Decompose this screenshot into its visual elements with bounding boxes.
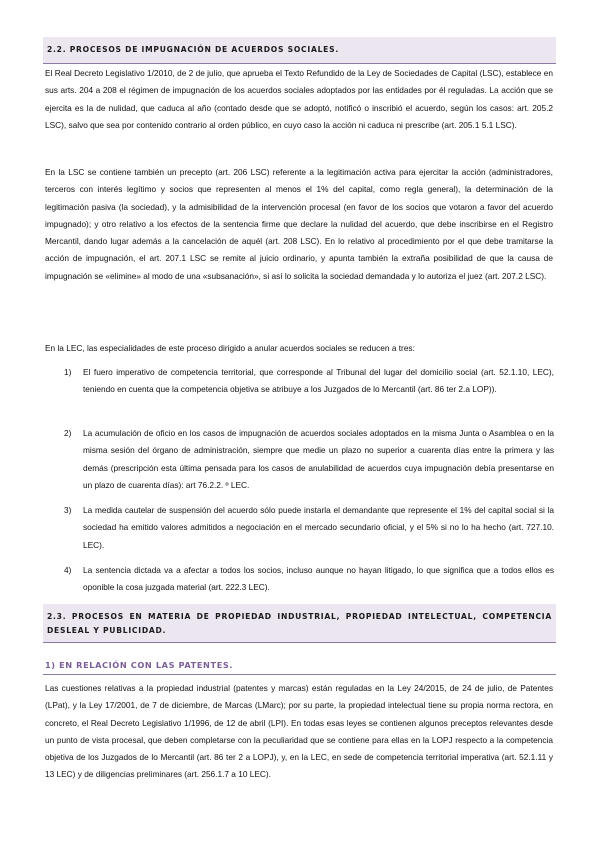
list-item-number: 2): [64, 428, 72, 438]
list-item-text: La sentencia dictada va a afectar a todos los socios, incluso aunque no hayan litigado, lo que significa que a todos ellos es oponible la cosa juzgada material (art. 222.3 LEC).: [83, 565, 554, 593]
paragraph-lec-intro: En la LEC, las especialidades de este proceso dirigido a anular acuerdos sociales se reducen a tres:: [45, 343, 415, 353]
subheading-patentes: [43, 654, 556, 675]
list-item-number: 4): [64, 565, 72, 575]
section-heading-2-3: [43, 604, 556, 643]
list-item-text: El fuero imperativo de competencia territorial, que corresponde al Tribunal del lugar del domicilio social (art. 52.1.10, LEC), teniendo en cuenta que la competencia objetiva se atribuye a los Juzgados de lo Mercantil (art. 86 ter 2.a LOP)).: [83, 367, 554, 395]
section-heading-2-3-text: 2.3. PROCESOS EN MATERIA DE PROPIEDAD INDUSTRIAL, PROPIEDAD INTELECTUAL, COMPETENCIA DESLEAL Y PUBLICIDAD.: [47, 612, 552, 635]
paragraph-lsc-legitimacion: En la LSC se contiene también un precepto (art. 206 LSC) referente a la legitimación activa para ejercitar la acción (administradores, terceros con interés legítimo y socios que representen al menos el 1% del capital, como regla general), la determinación de la legitimación pasiva (la sociedad), y la admisibilidad de la intervención procesal (en favor de los socios que votaron a favor del acuerdo impugnado); y otro relativo a los efectos de la sentencia firme que declare la nulidad del acuerdo, que debe inscribirse en el Registro Mercantil, dando lugar además a la cancelación de aquél (art. 208 LSC). En lo relativo al procedimiento por el que debe tramitarse la acción de impugnación, el art. 207.1 LSC se remite al juicio ordinario, y apunta también la extraña posibilidad de que la causa de impugnación se «elimine» al modo de una «subsanación», si así lo solicita la sociedad demandada y lo autoriza el juez (art. 207.2 LSC).: [45, 167, 553, 281]
list-item-number: 1): [64, 367, 72, 377]
paragraph-propiedad-industrial: Las cuestiones relativas a la propiedad industrial (patentes y marcas) están reguladas en la Ley 24/2015, de 24 de julio, de Patentes (LPat), y la Ley 17/2001, de 7 de diciembre, de Marcas (LMarc); por su parte, la propiedad intelectual tiene su propia norma rectora, en concreto, el Real Decreto Legislativo 1/1996, de 12 de abril (LPI). En todas esas leyes se contienen algunos preceptos relevantes desde un punto de vista procesal, que deben completarse con la peculiaridad que se contiene para ellas en la LOPJ respecto a la competencia objetiva de los Juzgados de lo Mercantil (art. 86 ter 2 a LOPJ), y, en la LEC, en sede de competencia territorial imperativa (art. 52.1.11 y 13 LEC) y de diligencias preliminares (art. 256.1.7 a 10 LEC).: [45, 683, 553, 780]
paragraph-lsc-regimen: El Real Decreto Legislativo 1/2010, de 2 de julio, que aprueba el Texto Refundido de la Ley de Sociedades de Capital (LSC), establece en sus arts. 204 a 208 el régimen de impugnación de los acuerdos sociales adoptados por las entidades por él reguladas. La acción que se ejercita es la de nulidad, que caduca al año (contado desde que se adoptó, notificó o inscribió el acuerdo, según los casos: art. 205.2 LSC), salvo que sea por contenido contrario al orden público, en cuyo caso la acción ni caduca ni prescribe (art. 205.1 5.1 LSC).: [45, 68, 553, 130]
section-heading-2-2-text: 2.2. PROCESOS DE IMPUGNACIÓN DE ACUERDOS SOCIALES.: [47, 45, 339, 54]
list-item-number: 3): [64, 505, 72, 515]
list-item-text: La medida cautelar de suspensión del acuerdo sólo puede instarla el demandante que represente el 1% del capital social si la sociedad ha emitido valores admitidos a negociación en el mercado secundario oficial, y el 5% si no lo ha hecho (art. 727.10. LEC).: [83, 505, 554, 550]
list-item-text: La acumulación de oficio en los casos de impugnación de acuerdos sociales adoptados en la misma Junta o Asamblea o en la misma sesión del órgano de administración, siempre que medie un plazo no superior a cuarenta días entre la primera y las demás (prescripción esta última pensada para los casos de anulabilidad de acuerdos cuya impugnación debía presentarse en un plazo de cuarenta días): art 76.2.2. º LEC.: [83, 428, 554, 490]
section-heading-2-2: [43, 37, 556, 64]
subheading-patentes-text: 1) EN RELACIÓN CON LAS PATENTES.: [45, 660, 234, 670]
